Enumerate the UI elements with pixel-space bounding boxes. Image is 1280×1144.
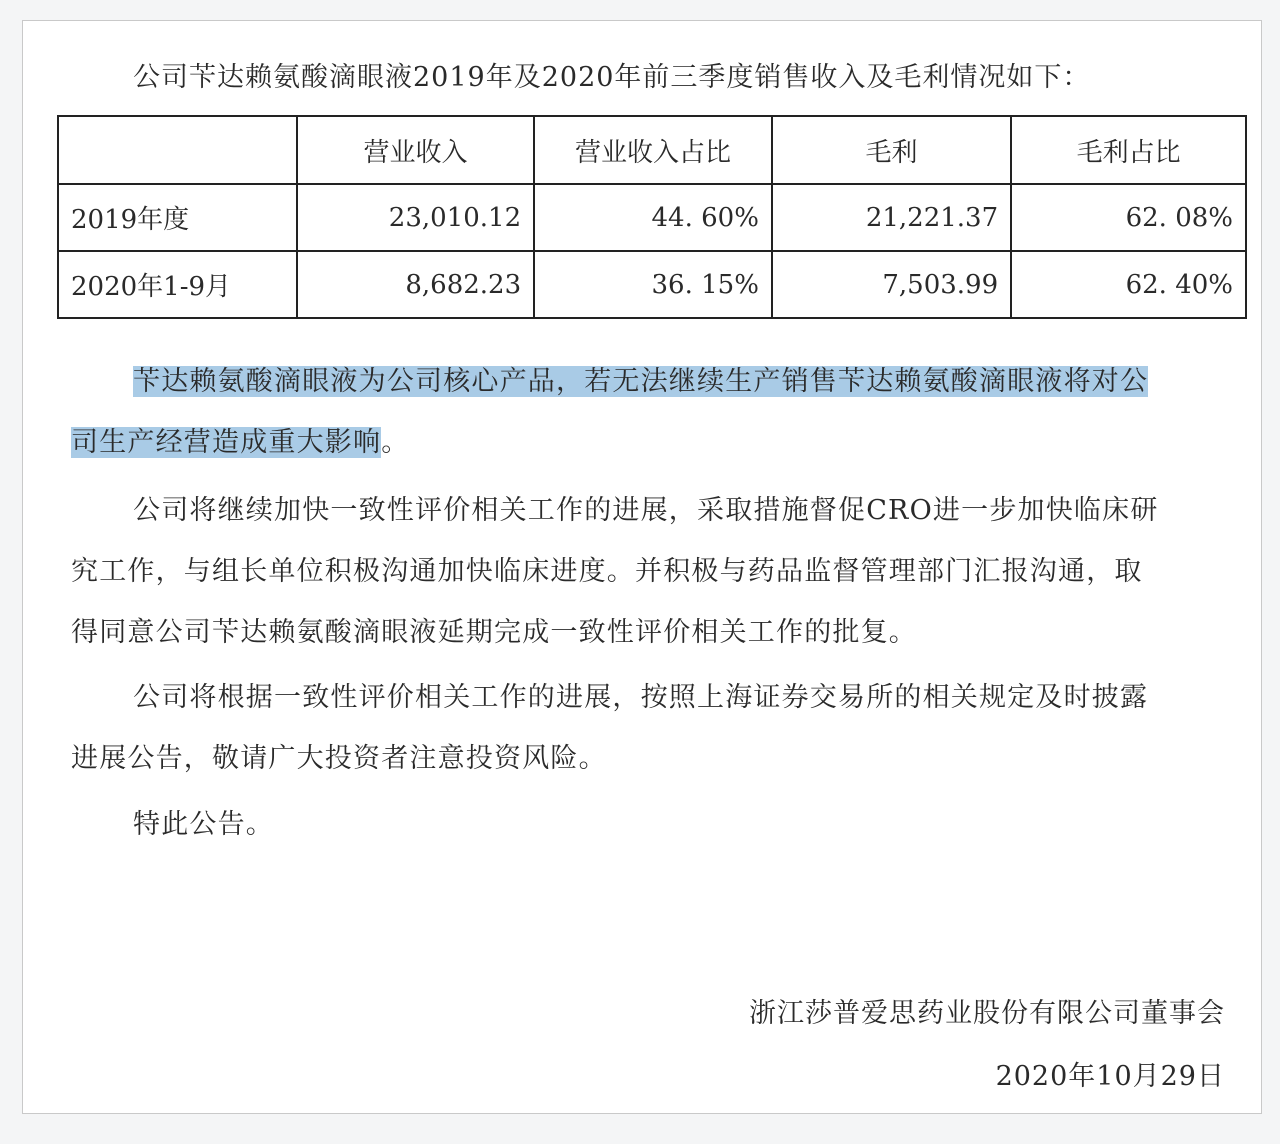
table-row <box>58 251 1246 318</box>
revenue-share-cell: 36. 15% <box>534 251 772 318</box>
header-cell-revenue: 营业收入 <box>297 116 534 184</box>
gross-profit-cell: 7,503.99 <box>772 251 1011 318</box>
paragraph-consistency-evaluation <box>71 480 1237 663</box>
row-label: 2019年度 <box>58 184 297 251</box>
revenue-share-cell: 44. 60% <box>534 184 772 251</box>
paragraph-line <box>71 351 1237 412</box>
paragraph-line: 究工作，与组长单位积极沟通加快临床进度。并积极与药品监督管理部门汇报沟通，取 <box>71 556 1143 587</box>
row-label: 2020年1-9月 <box>58 251 297 318</box>
gross-profit-share-cell: 62. 08% <box>1011 184 1246 251</box>
paragraph-line: 公司将根据一致性评价相关工作的进展，按照上海证券交易所的相关规定及时披露 <box>133 682 1149 713</box>
table-intro: 公司苄达赖氨酸滴眼液2019年及2020年前三季度销售收入及毛利情况如下： <box>133 62 1091 93</box>
paragraph-announcement <box>71 794 1237 855</box>
paragraph-line: 得同意公司苄达赖氨酸滴眼液延期完成一致性评价相关工作的批复。 <box>71 617 917 648</box>
paragraph-end-mark: 。 <box>381 427 410 458</box>
gross-profit-share-cell: 62. 40% <box>1011 251 1246 318</box>
signature-date: 2020年10月29日 <box>995 1061 1225 1092</box>
gross-profit-cell: 21,221.37 <box>772 184 1011 251</box>
paragraph-line <box>71 412 1237 473</box>
financial-table <box>57 115 1247 319</box>
header-cell-revenue-share: 营业收入占比 <box>534 116 772 184</box>
paragraph-disclosure <box>71 667 1237 789</box>
header-cell-empty <box>58 116 297 184</box>
signature-organization: 浙江莎普爱思药业股份有限公司董事会 <box>749 998 1225 1029</box>
revenue-cell: 8,682.23 <box>297 251 534 318</box>
revenue-cell: 23,010.12 <box>297 184 534 251</box>
highlighted-text: 苄达赖氨酸滴眼液为公司核心产品，若无法继续生产销售苄达赖氨酸滴眼液将对公 <box>133 366 1149 397</box>
table-header-row <box>58 116 1246 184</box>
highlighted-text: 司生产经营造成重大影响 <box>71 427 382 458</box>
paragraph-line: 公司将继续加快一致性评价相关工作的进展，采取措施督促CRO进一步加快临床研 <box>133 495 1159 526</box>
table-row <box>58 184 1246 251</box>
highlighted-paragraph <box>71 351 1237 473</box>
paragraph-line: 进展公告，敬请广大投资者注意投资风险。 <box>71 743 607 774</box>
document-page <box>22 20 1262 1114</box>
header-cell-gross-profit-share: 毛利占比 <box>1011 116 1246 184</box>
header-cell-gross-profit: 毛利 <box>772 116 1011 184</box>
paragraph-line: 特此公告。 <box>133 809 274 840</box>
